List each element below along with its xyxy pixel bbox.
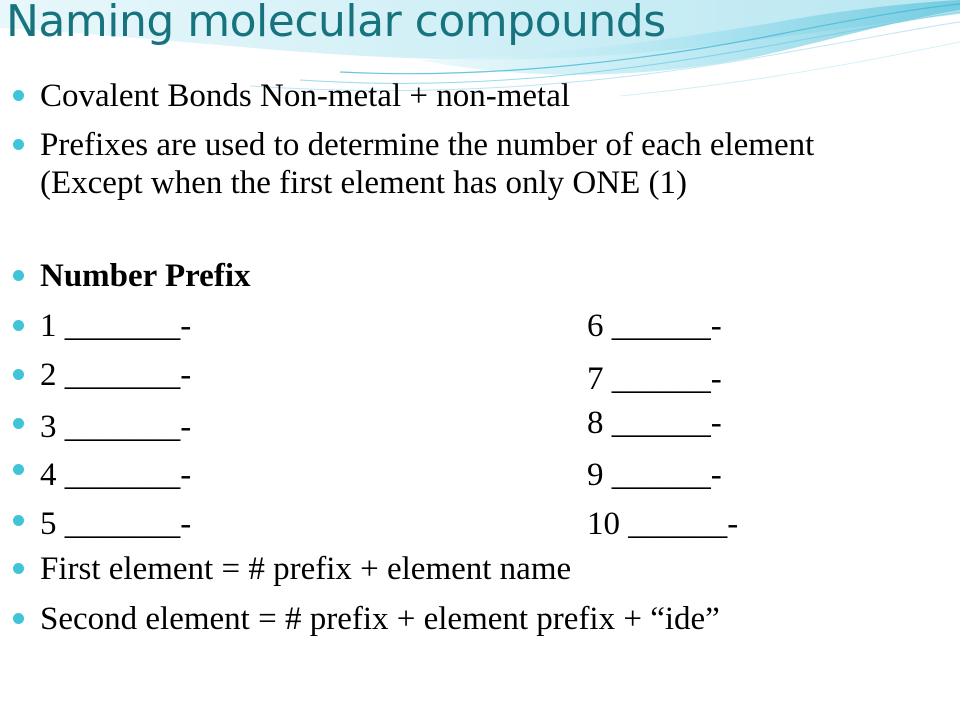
prefix-blank-10: 10 ______-	[587, 506, 739, 542]
bullet-dot	[13, 613, 24, 624]
bullet-first-element-rule: First element = # prefix + element name	[40, 551, 572, 587]
bullet-dot	[13, 320, 24, 331]
bullet-second-element-rule: Second element = # prefix + element prefix + “ide”	[40, 601, 720, 637]
prefix-blank-5: 5 _______-	[40, 506, 192, 542]
bullet-prefixes-rule: Prefixes are used to determine the number of each element (Except when the first element has only ONE (1)	[40, 127, 815, 201]
prefix-blank-6: 6 ______-	[587, 308, 722, 344]
bullet-number-prefix-header: Number Prefix	[40, 258, 251, 294]
bullet-covalent-bonds: Covalent Bonds Non-metal + non-metal	[40, 78, 571, 114]
bullet-dot	[13, 90, 24, 101]
prefix-blank-9: 9 ______-	[587, 457, 722, 493]
prefix-blank-1: 1 _______-	[40, 308, 192, 344]
bullet-dot	[13, 418, 24, 429]
slide-title: Naming molecular compounds	[6, 0, 666, 47]
prefix-blank-7: 7 ______-	[587, 361, 722, 397]
bullet-dot	[13, 563, 24, 574]
bullet-dot	[13, 464, 24, 475]
prefix-blank-8: 8 ______-	[587, 405, 722, 441]
bullet-dot	[13, 369, 24, 380]
bullet-dot	[13, 270, 24, 281]
bullet-dot	[13, 139, 24, 150]
bullet-dot	[13, 515, 24, 526]
prefix-blank-4: 4 _______-	[40, 457, 192, 493]
prefix-blank-3: 3 _______-	[40, 409, 192, 445]
prefix-blank-2: 2 _______-	[40, 357, 192, 393]
